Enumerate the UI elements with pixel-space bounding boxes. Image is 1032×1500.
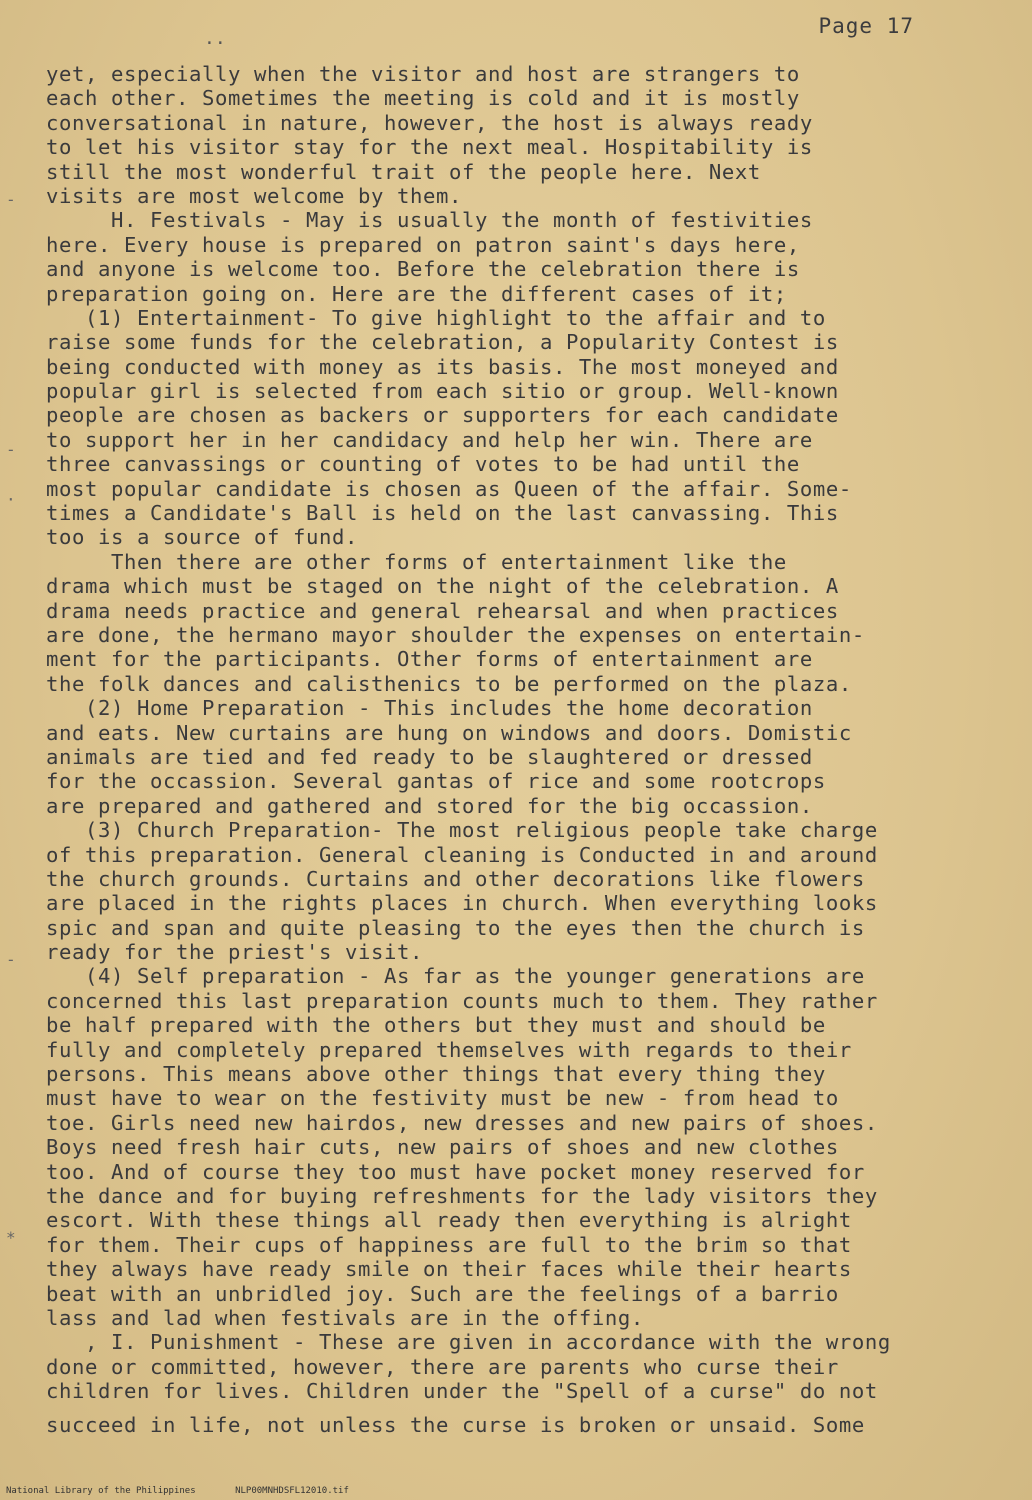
text-line: concerned this last preparation counts much to them. They rather	[46, 988, 878, 1013]
text-line: and eats. New curtains are hung on windows and doors. Domistic	[46, 720, 852, 745]
text-line: persons. This means above other things that every thing they	[46, 1062, 826, 1087]
margin-dash: -	[6, 440, 16, 459]
text-line: they always have ready smile on their faces while their hearts	[46, 1257, 852, 1282]
margin-dot: *	[6, 1228, 16, 1247]
text-line: children for lives. Children under the "Spell of a curse" do not	[46, 1379, 878, 1404]
margin-dash: -	[6, 190, 16, 209]
text-line: are placed in the rights places in church. When everything looks	[46, 891, 878, 916]
text-line: ready for the priest's visit.	[46, 940, 423, 965]
text-line: are done, the hermano mayor shoulder the expenses on entertain-	[46, 622, 865, 647]
text-line: the dance and for buying refreshments for the lady visitors they	[46, 1183, 878, 1208]
text-line: , I. Punishment - These are given in accordance with the wrong	[46, 1330, 891, 1355]
text-line: popular girl is selected from each sitio or group. Well-known	[46, 379, 839, 404]
text-line: toe. Girls need new hairdos, new dresses and new pairs of shoes.	[46, 1110, 878, 1135]
text-line: the folk dances and calisthenics to be performed on the plaza.	[46, 671, 852, 696]
text-line: fully and completely prepared themselves with regards to their	[46, 1037, 852, 1062]
margin-dash: -	[6, 950, 16, 969]
text-line: to support her in her candidacy and help her win. There are	[46, 427, 813, 452]
text-line: most popular candidate is chosen as Queen of the affair. Some-	[46, 476, 852, 501]
text-line: must have to wear on the festivity must be new - from head to	[46, 1086, 839, 1111]
text-line: three canvassings or counting of votes to be had until the	[46, 452, 800, 477]
text-line: escort. With these things all ready then everything is alright	[46, 1208, 852, 1233]
text-line: lass and lad when festivals are in the offing.	[46, 1305, 644, 1330]
page-number: Page 17	[818, 14, 914, 38]
text-line: ment for the participants. Other forms of entertainment are	[46, 647, 813, 672]
text-line: too. And of course they too must have pocket money reserved for	[46, 1159, 865, 1184]
text-line: drama which must be staged on the night of the celebration. A	[46, 574, 839, 599]
text-line: beat with an unbridled joy. Such are the feelings of a barrio	[46, 1281, 839, 1306]
text-line: here. Every house is prepared on patron saint's days here,	[46, 232, 800, 257]
text-line: still the most wonderful trait of the people here. Next	[46, 159, 761, 184]
text-line: for the occassion. Several gantas of rice and some rootcrops	[46, 769, 826, 794]
text-line: are prepared and gathered and stored for the big occassion.	[46, 793, 813, 818]
text-line: of this preparation. General cleaning is Conducted in and around	[46, 842, 878, 867]
text-line: animals are tied and fed ready to be slaughtered or dressed	[46, 744, 813, 769]
text-line: Boys need fresh hair cuts, new pairs of shoes and new clothes	[46, 1135, 839, 1160]
margin-dot: ·	[6, 490, 16, 509]
text-line: raise some funds for the celebration, a Popularity Contest is	[46, 330, 839, 355]
text-line: be half prepared with the others but they must and should be	[46, 1013, 826, 1038]
text-line: H. Festivals - May is usually the month of festivities	[46, 208, 813, 233]
text-line-last: succeed in life, not unless the curse is broken or unsaid. Some	[46, 1413, 865, 1438]
footer-file: NLP00MNHDSFL12010.tif	[235, 1486, 349, 1496]
text-line: too is a source of fund.	[46, 525, 358, 550]
text-line: (1) Entertainment- To give highlight to the affair and to	[46, 305, 826, 330]
text-line: done or committed, however, there are parents who curse their	[46, 1354, 839, 1379]
text-line: the church grounds. Curtains and other decorations like flowers	[46, 866, 865, 891]
text-line: each other. Sometimes the meeting is cold and it is mostly	[46, 86, 800, 111]
text-line: preparation going on. Here are the different cases of it;	[46, 281, 787, 306]
document-body	[46, 62, 1006, 1438]
text-line: visits are most welcome by them.	[46, 183, 462, 208]
text-line: conversational in nature, however, the host is always ready	[46, 110, 813, 135]
text-line: for them. Their cups of happiness are full to the brim so that	[46, 1232, 852, 1257]
stray-mark: ..	[204, 28, 226, 49]
text-line: and anyone is welcome too. Before the celebration there is	[46, 257, 800, 282]
text-line: being conducted with money as its basis. The most moneyed and	[46, 354, 839, 379]
text-line: (3) Church Preparation- The most religious people take charge	[46, 818, 878, 843]
text-line: to let his visitor stay for the next meal. Hospitability is	[46, 135, 813, 160]
text-line: spic and span and quite pleasing to the eyes then the church is	[46, 915, 865, 940]
text-line: (4) Self preparation - As far as the younger generations are	[46, 964, 865, 989]
text-line: Then there are other forms of entertainment like the	[46, 549, 787, 574]
scan-footer	[6, 1486, 383, 1496]
text-line: people are chosen as backers or supporters for each candidate	[46, 403, 839, 428]
text-line: drama needs practice and general rehearsal and when practices	[46, 598, 839, 623]
text-line: yet, especially when the visitor and host are strangers to	[46, 62, 800, 86]
footer-library: National Library of the Philippines	[6, 1486, 196, 1496]
text-line: times a Candidate's Ball is held on the last canvassing. This	[46, 501, 839, 526]
text-line: (2) Home Preparation - This includes the home decoration	[46, 696, 813, 721]
